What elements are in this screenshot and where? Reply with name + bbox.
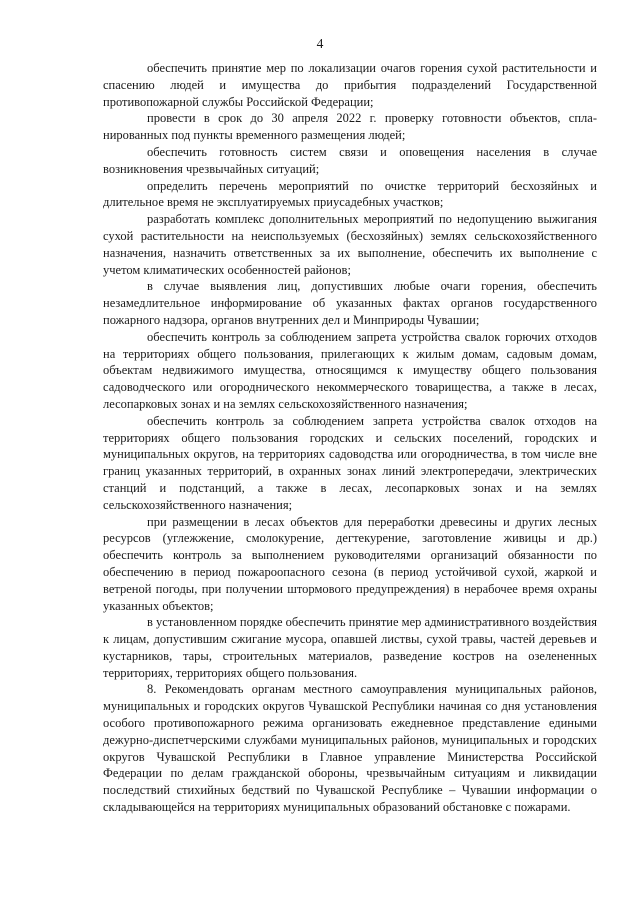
paragraph-administrative-measures: в установленном порядке обеспечить принятие мер административного воздействия к лицам, допустившим сжигание мусора, опавшей листвы, сухой травы, частей деревьев и кустарников, тары, строительных материалов, разведение костров на озелененных территориях, территориях общего пользования.: [103, 615, 597, 680]
paragraph-fire-localization: обеспечить принятие мер по локализации очагов горения сухой растительности и спасению людей и имущества до прибытия подразделений Государственной противопожарной службы Российской Федерации;: [103, 61, 597, 109]
paragraph-item-8-recommendation: 8. Рекомендовать органам местного самоуправления муниципальных районов, муниципальных и городских округов Чувашской Республики начиная со дня установления особого противопожарного режима организовать ежедневное представление едиными дежурно-диспетчерскими службами муниципальных районов, муниципальных и городских округов Чувашской Республики в Главное управление Министерства Российской Федерации по делам гражданской обороны, чрезвычайным ситуациям и ликвидации последствий стихийных бедствий по Чувашской Республике – Чувашии информации о складывающейся на территориях муниципальных образований обстановке с пожарами.: [103, 682, 597, 815]
paragraph-cleanup-list: определить перечень мероприятий по очистке территорий бесхозяйных и длительное время не эксплуатируемых приусадебных участков;: [103, 178, 597, 210]
paragraph-informing-authorities: в случае выявления лиц, допустивших любые очаги горения, обеспечить незамедлительное информирование об указанных фактах органов государственного пожарного надзора, органов внутренних дел и Минприроды Чувашии;: [103, 279, 597, 327]
paragraph-waste-dumps-control: обеспечить контроль за соблюдением запрета устройства свалок отходов на территориях общего пользования городских и сельских поселений, городских и муниципальных округов, на территориях садоводства или огородничества, в том числе вне границ указанных территорий, в охранных зонах линий электропередачи, электрических станций и подстанций, а также в лесах, лесопарковых зонах и на землях сельскохозяйственного назначения;: [103, 413, 597, 512]
paragraph-combustible-dumps-control: обеспечить контроль за соблюдением запрета устройства свалок горючих отходов на территориях общего пользования, прилегающих к жилым домам, садовым домам, объектам недвижимого имущества, относящимся к имуществу общего пользования садоводческого или огороднического некоммерческого товарищества, а также в лесах, лесопарковых зонах и на землях сельскохозяйственного назначения;: [103, 329, 597, 411]
paragraph-burning-prevention: разработать комплекс дополнительных мероприятий по недопущению выжигания сухой растительности на неиспользуемых (бесхозяйных) землях сельскохозяйственного назначения, назначить ответственных за их выполнение, обеспечить их выполнение с учетом климатических особенностей районов;: [103, 212, 597, 277]
paragraph-readiness-check: провести в срок до 30 апреля 2022 г. проверку готовности объектов, спланированных под пункты временного размещения людей;: [103, 111, 597, 143]
page-number: 4: [316, 36, 324, 51]
paragraph-forest-facilities: при размещении в лесах объектов для переработки древесины и других лесных ресурсов (углежжение, смолокурение, дегтекурение, заготовление живицы и др.) обеспечить контроль за выполнением руководителями организаций обязанности по обеспечению в период пожароопасного сезона (в период устойчивой сухой, жаркой и ветреной погоды, при получении штормового предупреждения) в нерабочее время охраны указанных объектов;: [103, 514, 597, 613]
paragraph-warning-systems: обеспечить готовность систем связи и оповещения населения в случае возникновения чрезвычайных ситуаций;: [103, 144, 597, 176]
document-body: [103, 60, 597, 816]
